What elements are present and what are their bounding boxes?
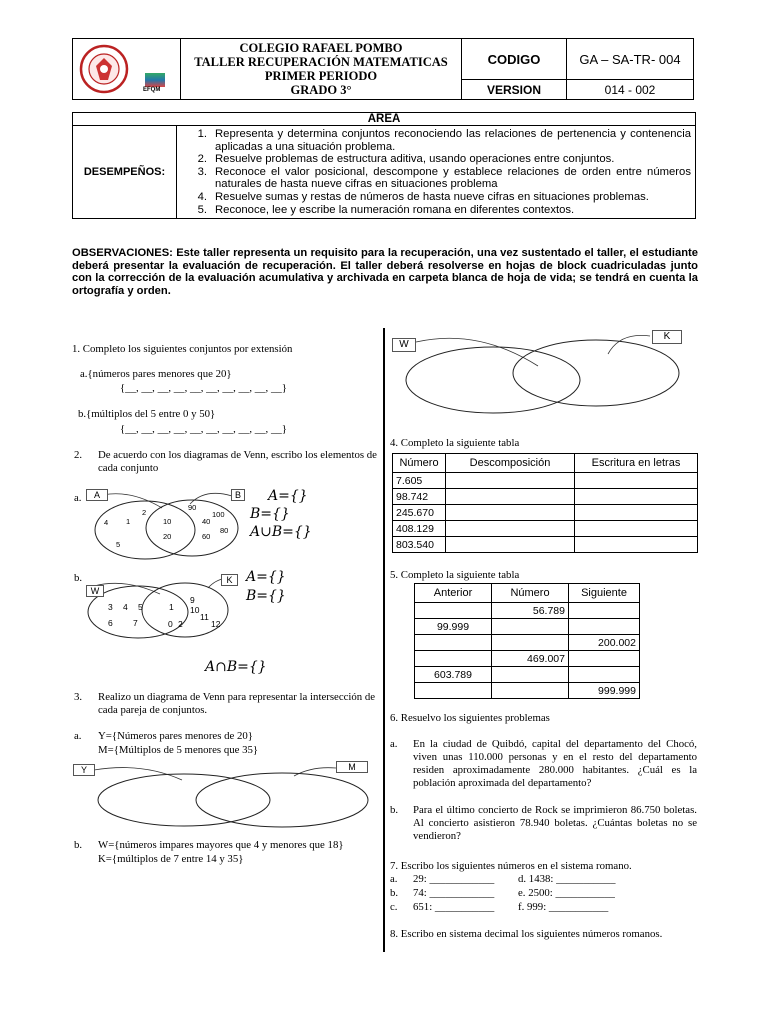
q5-header: Anterior	[415, 584, 492, 603]
q4-blank-cell[interactable]	[575, 505, 698, 521]
header-table	[72, 38, 694, 100]
q5-title: 5. Completo la siguiente tabla	[390, 569, 520, 581]
q3-a-line2: M={Múltiplos de 5 menores que 35}	[98, 744, 259, 756]
q5-cell[interactable]	[492, 683, 569, 699]
q3-b-line2: K={múltiplos de 7 entre 14 y 35}	[98, 853, 244, 865]
q5-cell[interactable]	[415, 635, 492, 651]
q2-title: De acuerdo con los diagramas de Venn, escribo los elementos de cada conjunto	[98, 449, 377, 474]
table-row	[393, 505, 698, 521]
q2-a-eq3: A∪B={}	[250, 524, 312, 540]
q6-b-label: b.	[390, 804, 399, 816]
desempeno-item: 5. Reconoce, lee y escribe la numeración romana en diferentes contextos.	[197, 203, 575, 216]
logo-cell	[73, 39, 181, 100]
q3-a-line1: Y={Números pares menores de 20}	[98, 730, 253, 742]
table-row	[415, 667, 640, 683]
q5-cell[interactable]: 999.999	[569, 683, 640, 699]
venn-a-element: 60	[202, 532, 211, 541]
q4-number: 803.540	[393, 537, 446, 553]
table-row	[415, 683, 640, 699]
venn-a-element: 90	[188, 503, 197, 512]
desempenos-label: DESEMPEÑOS:	[73, 126, 177, 219]
q4-blank-cell[interactable]	[575, 537, 698, 553]
observaciones-label: OBSERVACIONES:	[72, 247, 173, 259]
venn-right-set1-label: W	[392, 338, 416, 352]
venn-a-element: 10	[163, 517, 172, 526]
q3-num: 3.	[74, 691, 83, 703]
q4-header: Escritura en letras	[575, 454, 698, 473]
desempenos-cell	[177, 126, 696, 219]
venn-a-element: 100	[212, 510, 225, 519]
q1-title: 1. Completo los siguientes conjuntos por extensión	[72, 343, 293, 355]
observaciones-paragraph	[72, 247, 698, 297]
table-row	[415, 651, 640, 667]
area-table	[72, 112, 696, 219]
table-row	[393, 521, 698, 537]
title-cell	[181, 39, 462, 100]
q4-number: 408.129	[393, 521, 446, 537]
q5-cell[interactable]	[569, 603, 640, 619]
q4-blank-cell[interactable]	[446, 505, 575, 521]
q4-blank-cell[interactable]	[575, 521, 698, 537]
q2-a-label: a.	[74, 492, 82, 504]
venn-a-element: 4	[104, 518, 109, 527]
desempeno-item: 4. Resuelve sumas y restas de números de hasta nueve cifras en situaciones problemas.	[197, 190, 649, 203]
q4-header: Descomposición	[446, 454, 575, 473]
q2-a-eq2: B={}	[250, 506, 290, 522]
q5-header: Siguiente	[569, 584, 640, 603]
q5-cell[interactable]	[415, 603, 492, 619]
venn-a-element: 80	[220, 526, 229, 535]
q7-row-a-right[interactable]: d. 1438: ___________	[518, 873, 616, 885]
venn-b-set1-label: W	[86, 585, 104, 597]
efqm-label: EFQM	[143, 87, 161, 93]
q4-blank-cell[interactable]	[446, 521, 575, 537]
q7-row-a-left[interactable]: 29: ____________	[413, 873, 495, 885]
venn-b-element: 5	[138, 602, 143, 612]
q3-b-line1: W={números impares mayores que 4 y menores que 18}	[98, 839, 344, 851]
q3-b-label: b.	[74, 839, 83, 851]
venn-q3-set2-label: M	[336, 761, 368, 773]
table-row	[393, 473, 698, 489]
venn-a-element: 2	[142, 508, 147, 517]
table-row	[393, 489, 698, 505]
q2-a-eq1: A={}	[268, 488, 308, 504]
venn-b-element: 6	[108, 618, 113, 628]
q5-cell[interactable]	[569, 651, 640, 667]
q7-row-b-label: b.	[390, 887, 399, 899]
table-row	[415, 635, 640, 651]
q5-table	[414, 583, 640, 699]
workshop-title: TALLER RECUPERACIÓN MATEMATICAS	[194, 55, 448, 69]
area-title: AREA	[73, 113, 696, 126]
q1-a-blank: {__, __, __, __, __, __, __, __, __, __}	[120, 382, 287, 394]
version-label: VERSION	[462, 80, 567, 100]
q4-blank-cell[interactable]	[446, 537, 575, 553]
venn-diagram-right	[388, 328, 696, 424]
q5-cell[interactable]: 200.002	[569, 635, 640, 651]
q7-row-c-right[interactable]: f. 999: ___________	[518, 901, 609, 913]
q5-cell[interactable]	[569, 619, 640, 635]
q2-b-eq3: A∩B={}	[205, 659, 267, 675]
table-row	[415, 603, 640, 619]
observaciones-text: Este taller representa un requisito para la recuperación, una vez sustentado el taller, el estudiante deberá presentar la evaluación de recuperación. El taller deberá resolverse en hojas de block cuadriculadas junto con la corrección de la evaluación acumulativa y archivada en carpeta blanca de hoja de vida; se tendrá en cuenta la ortografía y orden.	[72, 247, 699, 297]
venn-b-element: 9	[190, 595, 195, 605]
venn-b-element: 2	[178, 619, 183, 629]
q2-b-eq2: B={}	[246, 588, 286, 604]
desempenos-list	[177, 128, 695, 216]
venn-b-element: 12	[211, 619, 221, 629]
q5-cell[interactable]	[415, 683, 492, 699]
table-row	[415, 619, 640, 635]
school-seal-icon	[79, 44, 129, 94]
q6-title: 6. Resuelvo los siguientes problemas	[390, 712, 550, 724]
q7-row-c-label: c.	[390, 901, 398, 913]
q5-cell[interactable]	[492, 635, 569, 651]
q7-row-b-right[interactable]: e. 2500: ___________	[518, 887, 615, 899]
q7-title: 7. Escribo los siguientes números en el sistema romano.	[390, 860, 632, 872]
grade-label: GRADO 3°	[290, 83, 352, 97]
venn-b-element: 4	[123, 602, 128, 612]
table-row	[393, 537, 698, 553]
q4-blank-cell[interactable]	[446, 489, 575, 505]
q5-cell[interactable]	[492, 619, 569, 635]
q3-a-label: a.	[74, 730, 82, 742]
venn-b-element: 10	[190, 605, 200, 615]
q8-title: 8. Escribo en sistema decimal los siguientes números romanos.	[390, 928, 663, 940]
q6-a-label: a.	[390, 738, 398, 750]
q4-blank-cell[interactable]	[446, 473, 575, 489]
codigo-value: GA – SA-TR- 004	[567, 39, 694, 80]
q1-b: b.{múltiplos del 5 entre 0 y 50}	[78, 408, 216, 420]
q4-number: 98.742	[393, 489, 446, 505]
q4-number: 245.670	[393, 505, 446, 521]
period-label: PRIMER PERIODO	[264, 69, 378, 83]
q2-b-eq1: A={}	[246, 569, 286, 585]
q5-cell[interactable]: 469.007	[492, 651, 569, 667]
q2-b-label: b.	[74, 572, 83, 584]
q6-b-text: Para el último concierto de Rock se imprimieron 86.750 boletas. Al concierto asistieron 78.940 boletas. ¿Cuántas boletas no se vendieron?	[413, 804, 697, 842]
venn-b-element: 7	[133, 618, 138, 628]
q5-cell[interactable]	[569, 667, 640, 683]
q5-cell[interactable]: 56.789	[492, 603, 569, 619]
q2-num: 2.	[74, 449, 83, 461]
venn-b-element: 3	[108, 602, 113, 612]
venn-b-element: 1	[169, 602, 174, 612]
codigo-label: CODIGO	[462, 39, 567, 80]
venn-right-set2-label: K	[652, 330, 682, 344]
efqm-logo-icon	[145, 73, 165, 87]
q4-number: 7.605	[393, 473, 446, 489]
q4-blank-cell[interactable]	[575, 473, 698, 489]
venn-b-element: 0	[168, 619, 173, 629]
venn-a-set1-label: A	[86, 489, 108, 501]
q3-title: Realizo un diagrama de Venn para representar la intersección de cada pareja de conjuntos.	[98, 691, 376, 716]
venn-a-element: 5	[116, 540, 121, 549]
venn-a-element: 20	[163, 532, 172, 541]
school-name: COLEGIO RAFAEL POMBO	[239, 41, 403, 55]
q6-a-text: En la ciudad de Quibdó, capital del departamento del Chocó, viven unas 110.000 personas y en el resto del departamento residen aproximadamente 280.000 habitantes. ¿Cuál es la población aproximada del departamento?	[413, 738, 697, 789]
desempeno-item: 1. Representa y determina conjuntos reconociendo las relaciones de pertenencia y contenencia aplicadas a una situación problema.	[197, 128, 691, 153]
version-value: 014 - 002	[567, 80, 694, 100]
venn-q3-set1-label: Y	[73, 764, 95, 776]
q5-cell[interactable]	[492, 667, 569, 683]
q7-row-c-left[interactable]: 651: ___________	[413, 901, 495, 913]
venn-a-set2-label: B	[231, 489, 245, 501]
q7-row-b-left[interactable]: 74: ____________	[413, 887, 495, 899]
q7-row-a-label: a.	[390, 873, 398, 885]
q5-cell[interactable]	[415, 651, 492, 667]
desempeno-item: 2. Resuelve problemas de estructura aditiva, usando operaciones entre conjuntos.	[197, 153, 615, 166]
q4-title: 4. Completo la siguiente tabla	[390, 437, 520, 449]
desempeno-item: 3. Reconoce el valor posicional, descompone y establece relaciones de orden entre números naturales de hasta nueve cifras en situaciones problema	[197, 165, 691, 191]
q4-header: Número	[393, 454, 446, 473]
venn-b-element: 11	[200, 612, 209, 622]
q5-cell[interactable]: 99.999	[415, 619, 492, 635]
column-divider	[383, 328, 385, 952]
q1-b-blank: {__, __, __, __, __, __, __, __, __, __}	[120, 423, 287, 435]
q5-header: Número	[492, 584, 569, 603]
venn-a-element: 40	[202, 517, 211, 526]
venn-b-set2-label: K	[221, 574, 238, 586]
q4-blank-cell[interactable]	[575, 489, 698, 505]
venn-a-element: 1	[126, 517, 131, 526]
q1-a: a.{números pares menores que 20}	[80, 368, 232, 380]
q5-cell[interactable]: 603.789	[415, 667, 492, 683]
q4-table	[392, 453, 698, 553]
